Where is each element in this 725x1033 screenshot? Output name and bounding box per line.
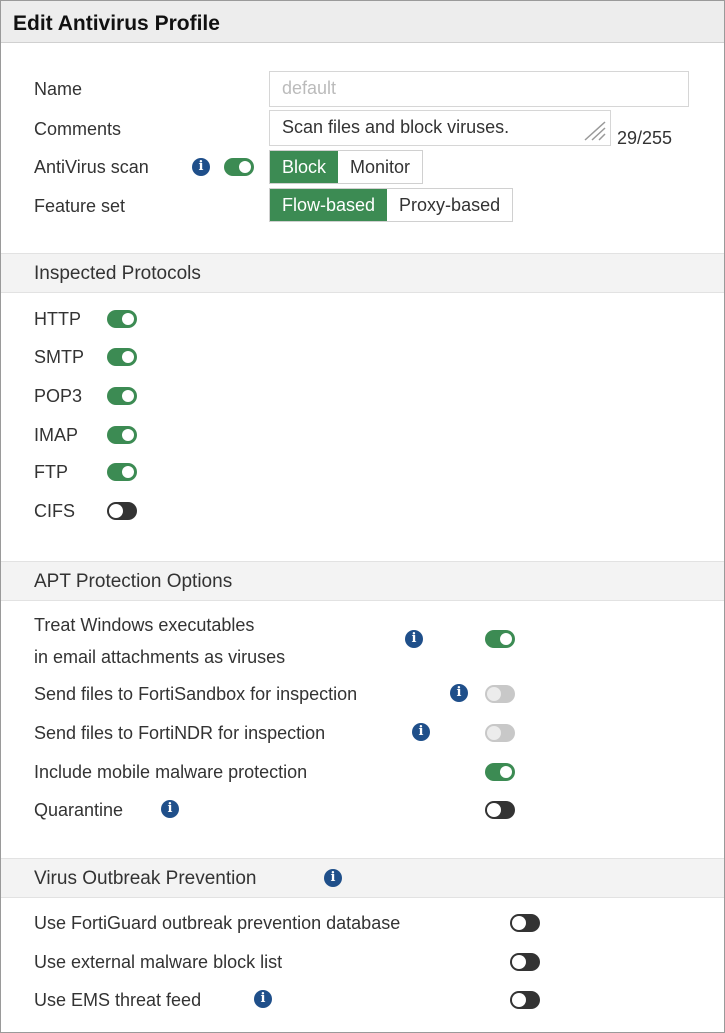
info-icon[interactable]: i: [412, 723, 430, 741]
apt-protection-header: [1, 561, 724, 601]
info-icon[interactable]: i: [405, 630, 423, 648]
inspected-protocols-title: Inspected Protocols: [34, 263, 201, 284]
quarantine-label: Quarantine: [34, 800, 124, 820]
quarantine-toggle[interactable]: [485, 801, 515, 819]
imap-toggle[interactable]: [107, 426, 137, 444]
mobile-malware-toggle[interactable]: [485, 763, 515, 781]
info-icon[interactable]: i: [192, 158, 210, 176]
antivirus-scan-label: AntiVirus scan: [34, 157, 149, 177]
treat-windows-executables-toggle[interactable]: [485, 630, 515, 648]
protocol-label-ftp: FTP: [34, 462, 68, 482]
ftp-toggle[interactable]: [107, 463, 137, 481]
treat-windows-label-line1: Treat Windows executables: [34, 615, 255, 635]
feature-set-selector: [269, 188, 513, 222]
apt-protection-title: APT Protection Options: [34, 571, 233, 592]
dialog-title: Edit Antivirus Profile: [13, 12, 220, 35]
fortiguard-outbreak-toggle[interactable]: [510, 914, 540, 932]
info-icon[interactable]: i: [324, 869, 342, 887]
protocol-label-pop3: POP3: [34, 386, 83, 406]
fortindr-label: Send files to FortiNDR for inspection: [34, 723, 326, 743]
ems-threat-feed-toggle[interactable]: [510, 991, 540, 1009]
proxy-based-option[interactable]: Proxy-based: [399, 195, 501, 215]
inspected-protocols-header: [1, 253, 724, 293]
info-icon[interactable]: i: [450, 684, 468, 702]
external-block-list-toggle[interactable]: [510, 953, 540, 971]
block-option[interactable]: Block: [270, 151, 338, 183]
protocol-label-smtp: SMTP: [34, 347, 85, 367]
treat-windows-label-line2: in email attachments as viruses: [34, 647, 286, 667]
fortindr-toggle[interactable]: [485, 724, 515, 742]
smtp-toggle[interactable]: [107, 348, 137, 366]
external-block-list-label: Use external malware block list: [34, 952, 283, 972]
resize-grip-icon[interactable]: [581, 120, 607, 142]
comments-textarea[interactable]: [269, 110, 611, 146]
flow-based-option[interactable]: Flow-based: [270, 189, 387, 221]
http-toggle[interactable]: [107, 310, 137, 328]
pop3-toggle[interactable]: [107, 387, 137, 405]
mobile-malware-label: Include mobile malware protection: [34, 762, 308, 782]
dialog-title-bar: [1, 1, 724, 43]
virus-outbreak-header: [1, 858, 724, 898]
comments-char-counter: 29/255: [617, 128, 673, 148]
info-icon[interactable]: i: [254, 990, 272, 1008]
virus-outbreak-title: Virus Outbreak Prevention: [34, 868, 257, 889]
protocol-label-imap: IMAP: [34, 425, 79, 445]
comments-text: Scan files and block viruses.: [282, 117, 510, 137]
feature-set-label: Feature set: [34, 196, 126, 216]
ems-threat-feed-label: Use EMS threat feed: [34, 990, 202, 1010]
info-icon[interactable]: i: [161, 800, 179, 818]
cifs-toggle[interactable]: [107, 502, 137, 520]
antivirus-scan-mode-selector: [269, 150, 423, 184]
fortiguard-outbreak-label: Use FortiGuard outbreak prevention database: [34, 913, 401, 933]
fortisandbox-toggle[interactable]: [485, 685, 515, 703]
protocol-label-cifs: CIFS: [34, 501, 76, 521]
name-field[interactable]: default: [269, 71, 689, 107]
antivirus-scan-toggle[interactable]: [224, 158, 254, 176]
monitor-option[interactable]: Monitor: [350, 157, 411, 177]
fortisandbox-label: Send files to FortiSandbox for inspection: [34, 684, 358, 704]
protocol-label-http: HTTP: [34, 309, 81, 329]
name-label: Name: [34, 79, 83, 99]
comments-label: Comments: [34, 119, 122, 139]
